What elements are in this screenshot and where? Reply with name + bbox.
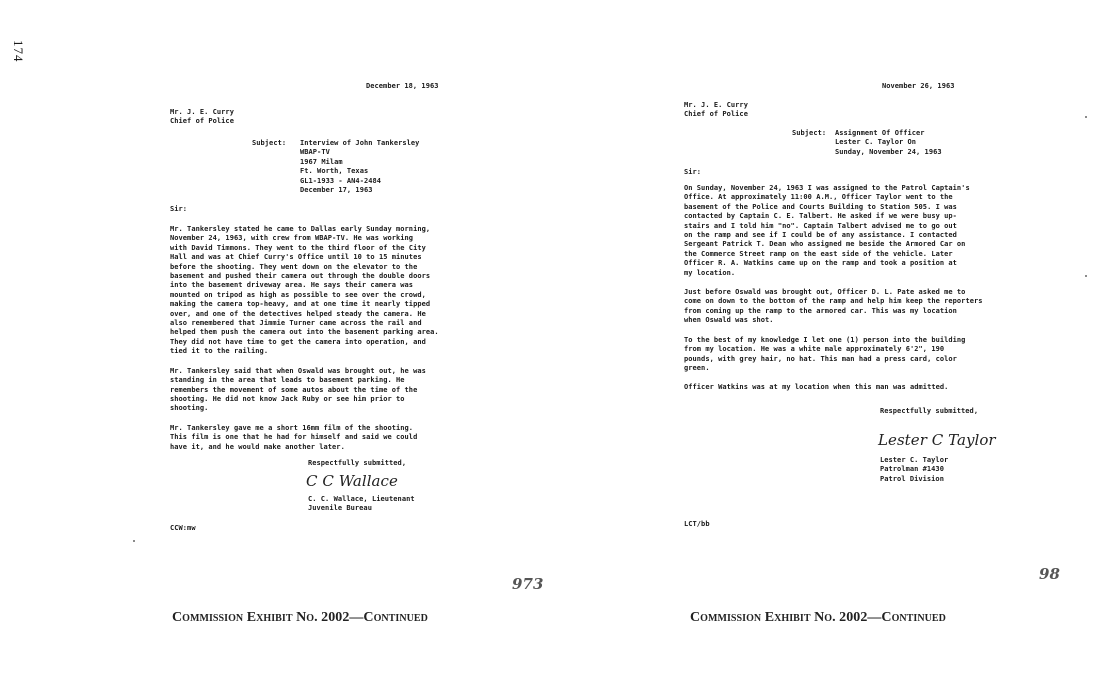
subject-line: December 17, 1963 — [300, 185, 373, 194]
signer-line: Juvenile Bureau — [308, 504, 372, 513]
left-letter — [0, 0, 544, 691]
scan-speck — [133, 540, 135, 542]
left-letter-signature: C C Wallace — [306, 472, 398, 490]
scan-speck — [1085, 116, 1087, 118]
left-letter-subject-label: Subject: — [252, 139, 287, 147]
signer-line: Patrol Division — [880, 474, 944, 483]
left-letter-date: December 18, 1963 — [366, 82, 439, 90]
right-handwritten-note: 98 — [1039, 565, 1060, 583]
left-letter-subject — [300, 139, 419, 195]
addressee-line: Chief of Police — [170, 117, 234, 126]
left-letter-body — [170, 225, 500, 462]
body-paragraph: Mr. Tankersley stated he came to Dallas early Sunday morning, November 24, 1963, with crew from WBAP-TV. He was working with David Timmons. They went to the third floor of the City Hall and was at Chief Curry's Office until 10 to 15 minutes before the shooting. They went down on the elevator to the basement and pushed their camera out through the double doors into the basement driveway area. He says their camera was mounted on tripod as high as possible to see over the crowd, making the camera top-heavy, and at one time it nearly tipped over, and one of the detectives helped steady the camera. He also remembered that Jimmie Turner came across the rail and helped them push the camera out into the basement parking area. They did not have time to get the camera into operation, and tied it to the railing. — [170, 225, 439, 356]
body-paragraph: To the best of my knowledge I let one (1) person into the building from my location. He was a white male approximately 6'2", 190 pounds, with grey hair, no hat. This man had a press card, color green. — [684, 335, 966, 372]
right-letter-subject-label: Subject: — [792, 129, 827, 137]
subject-line: Interview of John Tankersley — [300, 139, 420, 147]
right-letter-initials: LCT/bb — [684, 520, 710, 528]
right-letter — [540, 0, 1094, 691]
addressee-line: Mr. J. E. Curry — [684, 101, 748, 109]
left-letter-closing: Respectfully submitted, — [308, 459, 407, 467]
signer-line: Lester C. Taylor — [880, 456, 949, 464]
right-letter-date: November 26, 1963 — [882, 82, 955, 90]
left-handwritten-note: 973 — [512, 575, 544, 593]
subject-line: Ft. Worth, Texas — [300, 167, 369, 176]
signer-line: C. C. Wallace, Lieutenant — [308, 495, 415, 503]
right-letter-signer — [880, 456, 948, 484]
left-caption: Commission Exhibit No. 2002—Continued — [172, 610, 428, 625]
left-letter-addressee — [170, 108, 234, 127]
signer-line: Patrolman #1430 — [880, 465, 944, 474]
addressee-line: Mr. J. E. Curry — [170, 108, 234, 116]
subject-line: Assignment Of Officer — [835, 129, 925, 137]
right-letter-salutation: Sir: — [684, 168, 702, 176]
addressee-line: Chief of Police — [684, 110, 748, 119]
subject-line: Sunday, November 24, 1963 — [835, 147, 942, 156]
subject-line: WBAP-TV — [300, 148, 330, 157]
body-paragraph: Mr. Tankersley said that when Oswald was brought out, he was standing in the area that leads to basement parking. He remembers the movement of some autos about the time of the shooting. He did not know Jack Ruby or see him prior to shooting. — [170, 366, 426, 413]
right-letter-signature: Lester C Taylor — [878, 431, 996, 449]
scan-speck — [1085, 275, 1087, 277]
body-paragraph: Mr. Tankersley gave me a short 16mm film of the shooting. This film is one that he had for himself and said we could have it, and he would make another later. — [170, 423, 418, 451]
right-caption: Commission Exhibit No. 2002—Continued — [690, 610, 946, 625]
right-letter-addressee — [684, 101, 748, 120]
subject-line: 1967 Milam — [300, 157, 343, 166]
right-letter-body — [684, 184, 1079, 403]
right-letter-subject — [835, 129, 942, 157]
left-letter-salutation: Sir: — [170, 205, 188, 213]
right-letter-closing: Respectfully submitted, — [880, 407, 979, 415]
subject-line: Lester C. Taylor On — [835, 138, 917, 147]
body-paragraph: Just before Oswald was brought out, Officer D. L. Pate asked me to come on down to the bottom of the ramp and help him keep the reporters from coming up the ramp to the armored car. This was my location when Oswald was shot. — [684, 288, 983, 325]
subject-line: GL1-1933 - AN4-2484 — [300, 176, 382, 185]
body-paragraph: Officer Watkins was at my location when this man was admitted. — [684, 383, 949, 392]
left-letter-initials: CCW:mw — [170, 524, 196, 532]
page-number: 174 — [11, 40, 26, 63]
left-letter-signer — [308, 495, 415, 514]
body-paragraph: On Sunday, November 24, 1963 I was assigned to the Patrol Captain's Office. At approximately 11:00 A.M., Officer Taylor went to the basement of the Police and Courts Building to Station 505. I was contacted by Captain C. E. Talbert. He asked if we were busy up- stairs and I told him "no". Captain Talbert advised me to go out on the ramp and see if I could be of any assistance. I contacted Sergeant Patrick T. Dean who assigned me beside the Armored Car on the Commerce Street ramp on the east side of the vehicle. Later Officer R. A. Watkins came up on the ramp and took a position at my location. — [684, 184, 970, 277]
